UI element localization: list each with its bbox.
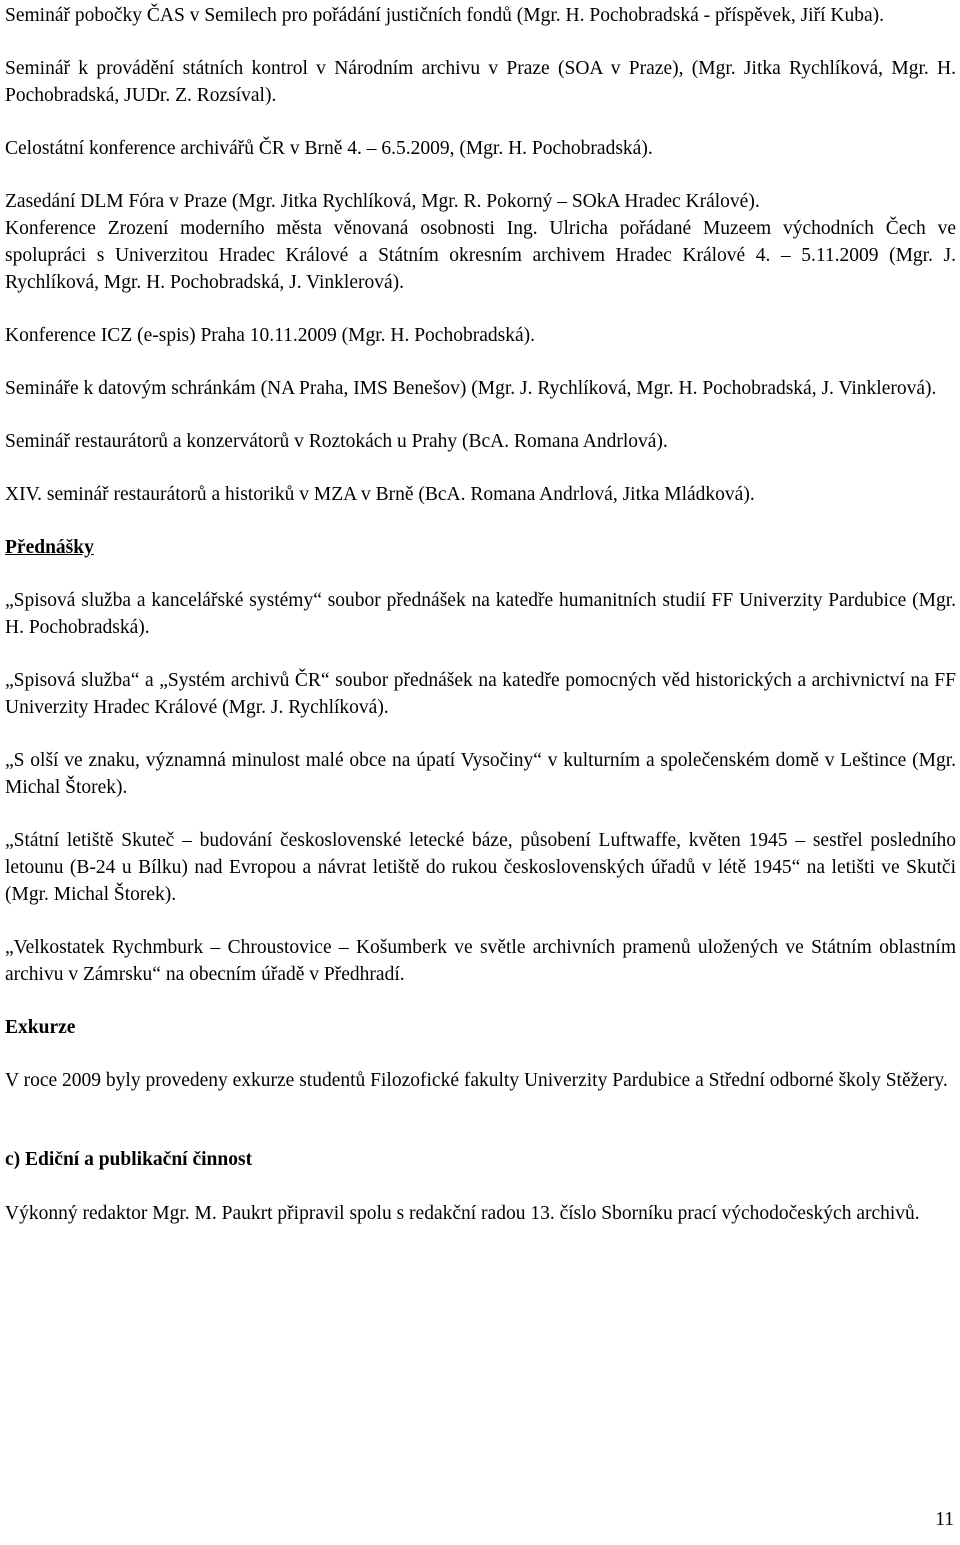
document-page — [5, 2, 956, 1227]
page-number: 11 — [935, 1509, 954, 1530]
lecture-paragraph: „Velkostatek Rychmburk – Chroustovice – Košumberk ve světle archivních pramenů uložených ve Státním oblastním archivu v Zámrsku“ na obecním úřadě v Předhradí. — [5, 937, 956, 985]
event-paragraph: XIV. seminář restaurátorů a historiků v MZA v Brně (BcA. Romana Andrlová, Jitka Mládková). — [5, 484, 755, 505]
lecture-paragraph: „S olší ve znaku, významná minulost malé obce na úpatí Vysočiny“ v kulturním a společenském domě v Leštince (Mgr. Michal Štorek). — [5, 750, 956, 798]
event-paragraph: Konference Zrození moderního města věnovaná osobnosti Ing. Ulricha pořádané Muzeem východních Čech ve spolupráci s Univerzitou Hradec Králové a Státním okresním archivem Hradec Králové 4. – 5.11.2009 (Mgr. J. Rychlíková, Mgr. H. Pochobradská, J. Vinklerová). — [5, 218, 956, 293]
event-paragraph: Seminář restaurátorů a konzervátorů v Roztokách u Prahy (BcA. Romana Andrlová). — [5, 431, 668, 452]
event-paragraph: Seminář pobočky ČAS v Semilech pro pořádání justičních fondů (Mgr. H. Pochobradská - příspěvek, Jiří Kuba). — [5, 5, 884, 26]
excursions-heading: Exkurze — [5, 1017, 76, 1038]
lecture-paragraph: „Spisová služba a kancelářské systémy“ soubor přednášek na katedře humanitních studií FF Univerzity Pardubice (Mgr. H. Pochobradská). — [5, 590, 956, 638]
event-paragraph: Semináře k datovým schránkám (NA Praha, IMS Benešov) (Mgr. J. Rychlíková, Mgr. H. Pochobradská, J. Vinklerová). — [5, 378, 937, 399]
event-paragraph: Celostátní konference archivářů ČR v Brně 4. – 6.5.2009, (Mgr. H. Pochobradská). — [5, 138, 653, 159]
lecture-paragraph: „Spisová služba“ a „Systém archivů ČR“ soubor přednášek na katedře pomocných věd historických a archivnictví na FF Univerzity Hradec Králové (Mgr. J. Rychlíková). — [5, 670, 956, 718]
event-paragraph: Konference ICZ (e-spis) Praha 10.11.2009 (Mgr. H. Pochobradská). — [5, 325, 535, 346]
lectures-heading: Přednášky — [5, 537, 94, 558]
event-paragraph: Seminář k provádění státních kontrol v Národním archivu v Praze (SOA v Praze), (Mgr. Jitka Rychlíková, Mgr. H. Pochobradská, JUDr. Z. Rozsíval). — [5, 58, 956, 106]
editorial-paragraph: Výkonný redaktor Mgr. M. Paukrt připravil spolu s redakční radou 13. číslo Sborníku prací východočeských archivů. — [5, 1203, 920, 1224]
lecture-paragraph: „Státní letiště Skuteč – budování československé letecké báze, působení Luftwaffe, květen 1945 – sestřel posledního letounu (B-24 u Bílku) nad Evropou a návrat letiště do rukou československých úřadů v létě 1945“ na letišti ve Skutči (Mgr. Michal Štorek). — [5, 830, 956, 905]
event-paragraph: Zasedání DLM Fóra v Praze (Mgr. Jitka Rychlíková, Mgr. R. Pokorný – SOkA Hradec Králové). — [5, 191, 760, 212]
excursions-paragraph: V roce 2009 byly provedeny exkurze studentů Filozofické fakulty Univerzity Pardubice a Střední odborné školy Stěžery. — [5, 1070, 948, 1091]
editorial-section-title: c) Ediční a publikační činnost — [5, 1149, 253, 1170]
